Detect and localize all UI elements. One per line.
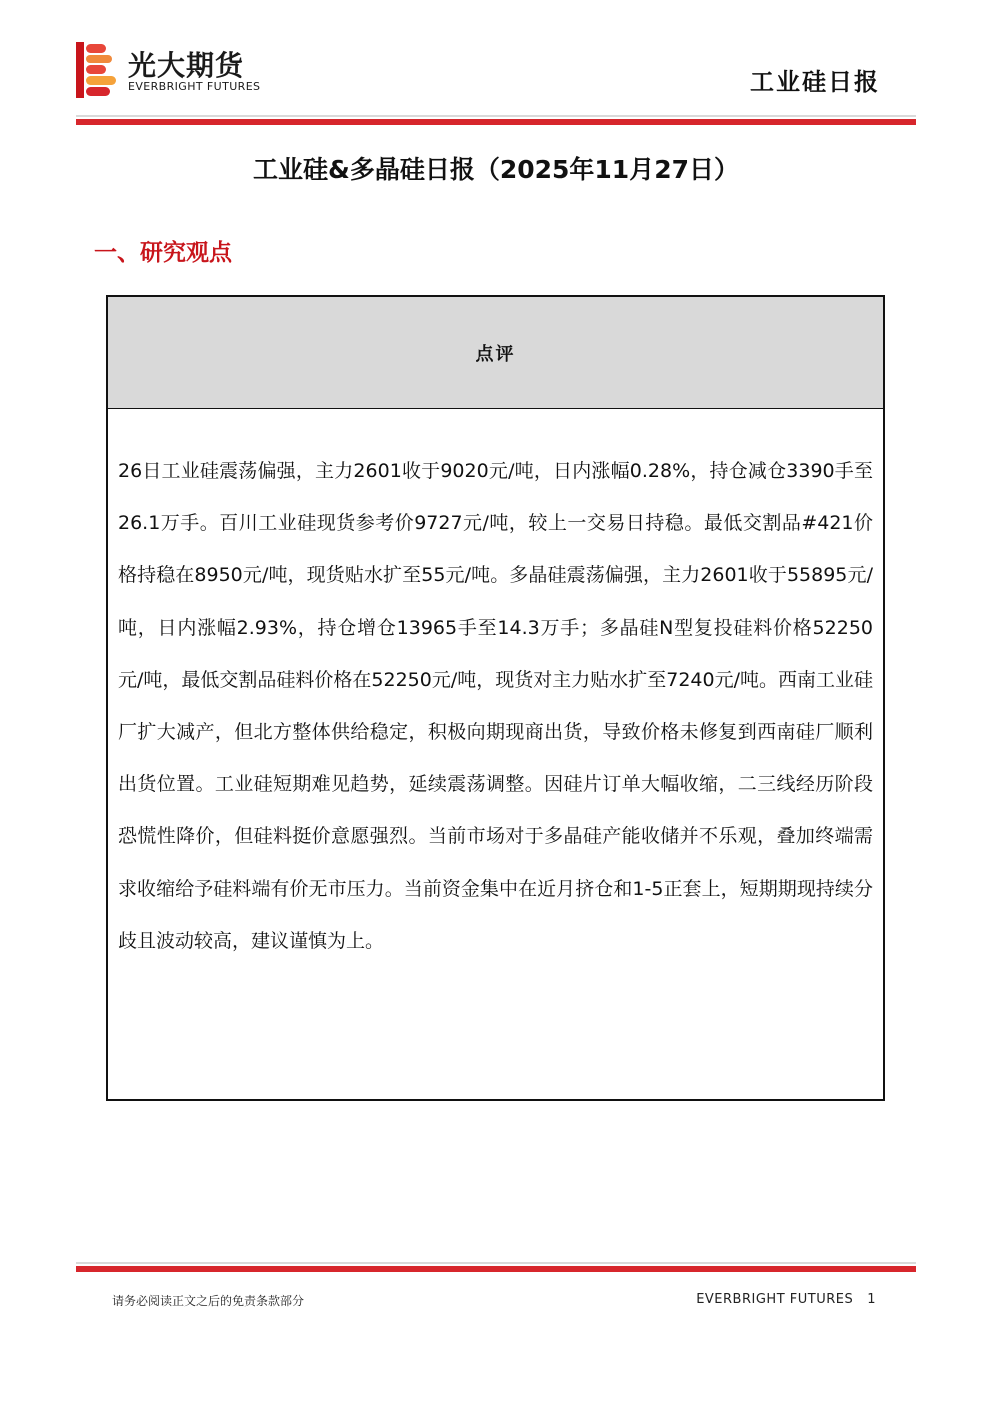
section-heading: 一、研究观点 — [94, 240, 232, 266]
header-divider-red — [76, 119, 916, 125]
header-divider-thin — [76, 115, 916, 117]
logo-chinese-name: 光大期货 — [128, 49, 245, 82]
document-title: 工业硅&多晶硅日报（2025年11月27日） — [253, 155, 739, 184]
report-type-label: 工业硅日报 — [750, 68, 880, 96]
footer-divider-red — [76, 1266, 916, 1272]
page-header — [0, 0, 992, 130]
logo-english-name: EVERBRIGHT FUTURES — [128, 80, 261, 93]
footer-brand: EVERBRIGHT FUTURES — [696, 1292, 854, 1307]
footer-disclaimer: 请务必阅读正文之后的免责条款部分 — [112, 1294, 305, 1308]
footer-divider-thin — [76, 1262, 916, 1264]
review-table-header: 点评 — [108, 297, 883, 409]
review-table-body: 26日工业硅震荡偏强，主力2601收于9020元/吨，日内涨幅0.28%，持仓减仓3390手至26.1万手。百川工业硅现货参考价9727元/吨，较上一交易日持稳。最低交割品#421价格持稳在8950元/吨，现货贴水扩至55元/吨。多晶硅震荡偏强，主力2601收于55895元/吨，日内涨幅2.93%，持仓增仓13965手至14.3万手；多晶硅N型复投硅料价格52250元/吨，最低交割品硅料价格在52250元/吨，现货对主力贴水扩至7240元/吨。西南工业硅厂扩大减产，但北方整体供给稳定，积极向期现商出货，导致价格未修复到西南硅厂顺利出货位置。工业硅短期难见趋势，延续震荡调整。因硅片订单大幅收缩，二三线经历阶段恐慌性降价，但硅料挺价意愿强烈。当前市场对于多晶硅产能收储并不乐观，叠加终端需求收缩给予硅料端有价无市压力。当前资金集中在近月挤仓和1-5正套上，短期期现持续分歧且波动较高，建议谨慎为上。 — [118, 460, 874, 952]
footer-brand-block — [696, 1292, 876, 1307]
page-number: 1 — [867, 1292, 876, 1307]
review-table — [106, 295, 885, 1101]
everbright-logo-icon — [76, 42, 118, 98]
